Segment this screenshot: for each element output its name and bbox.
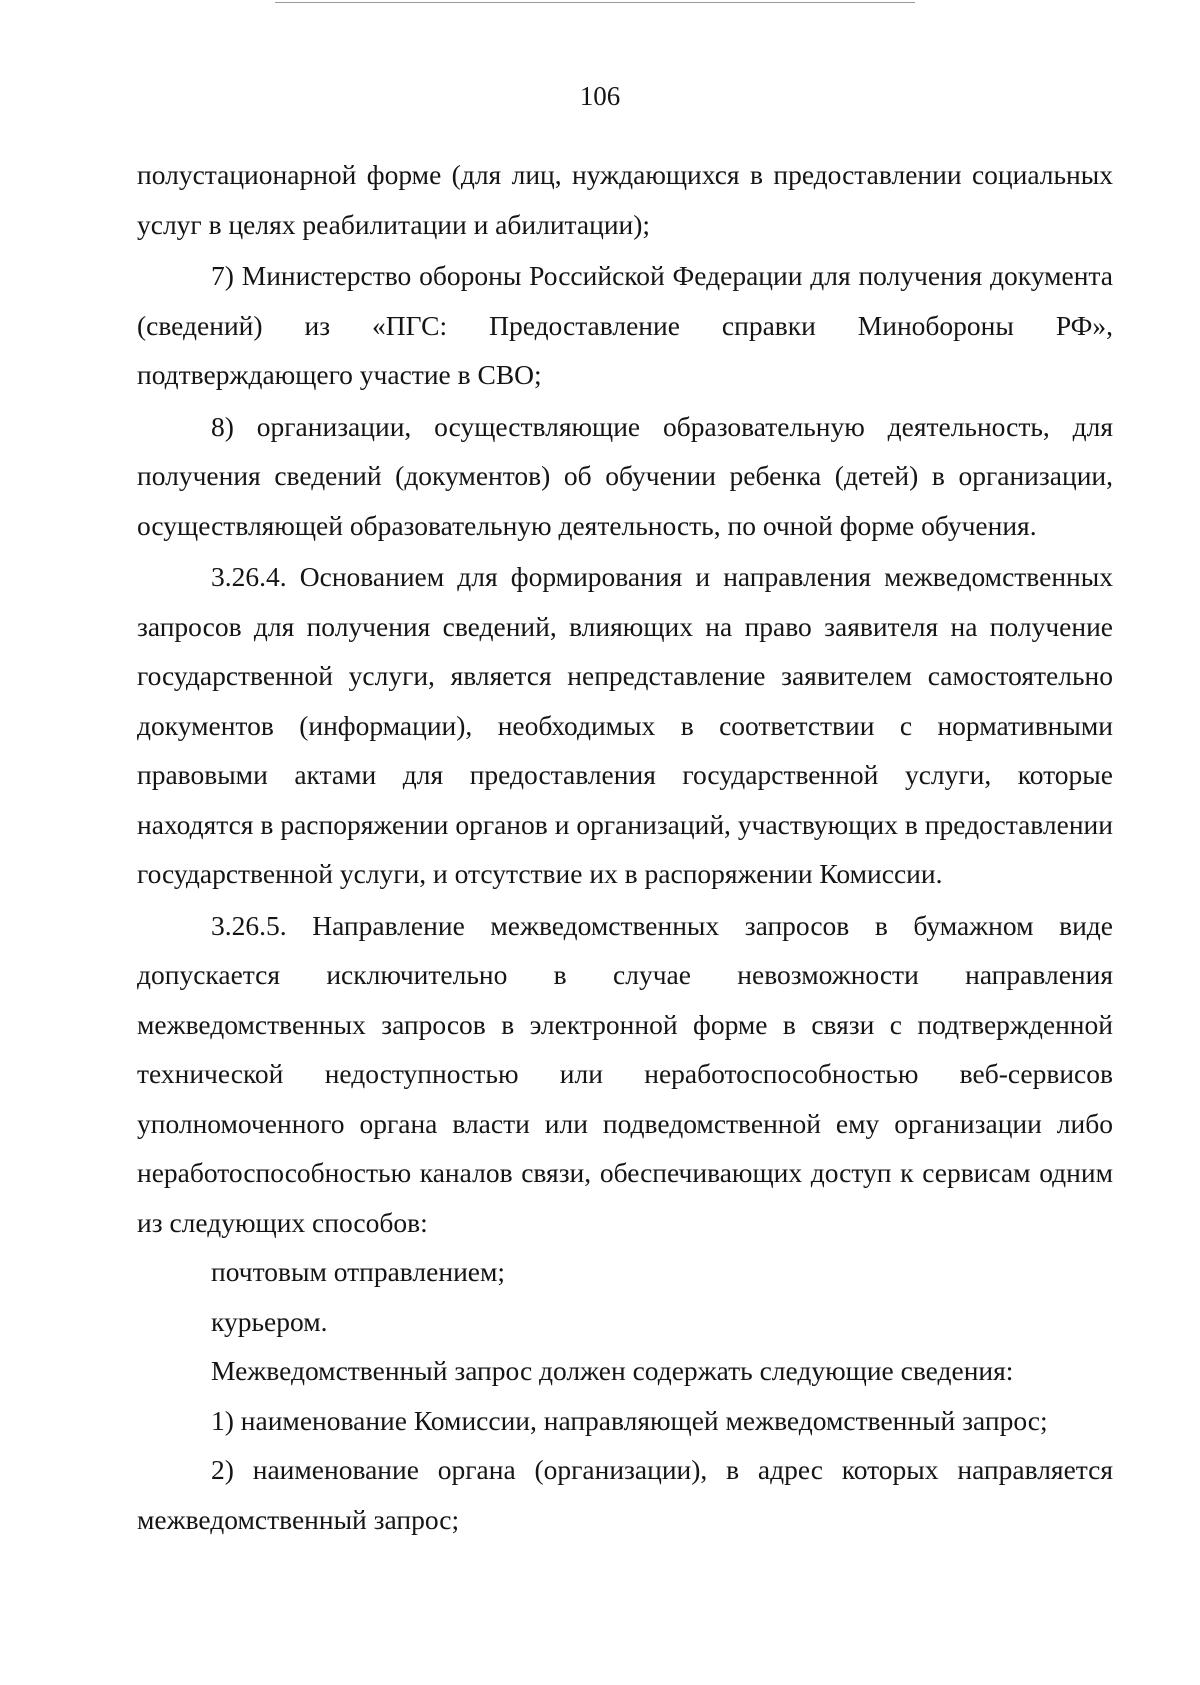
- top-scan-rule: [275, 2, 915, 3]
- document-body: [137, 150, 1113, 1544]
- paragraph-item-7: 7) Министерство обороны Российской Федерации для получения документа (сведений) из «ПГС: Предоставление справки Минобороны РФ», подтверждающего участие в СВО;: [137, 260, 1113, 390]
- page-number: 106: [579, 81, 621, 111]
- paragraph-method-post: почтовым отправлением;: [211, 1256, 506, 1287]
- paragraph-continuation: полустационарной форме (для лиц, нуждающихся в предоставлении социальных услуг в целях реабилитации и абилитации);: [137, 159, 1113, 240]
- paragraph-3-26-5: 3.26.5. Направление межведомственных запросов в бумажном виде допускается исключительно в случае невозможности направления межведомственных запросов в электронной форме в связи с подтвержденной технической недоступностью или неработоспособностью веб-сервисов уполномоченного органа власти или подведомственной ему организации либо неработоспособностью каналов связи, обеспечивающих доступ к сервисам одним из следующих способов:: [137, 909, 1113, 1238]
- paragraph-item-8: 8) организации, осуществляющие образовательную деятельность, для получения сведений (документов) об обучении ребенка (детей) в организации, осуществляющей образовательную деятельность, по очной форме обучения.: [137, 410, 1113, 541]
- paragraph-request-contents: Межведомственный запрос должен содержать следующие сведения:: [211, 1355, 1014, 1386]
- paragraph-3-26-4: 3.26.4. Основанием для формирования и направления межведомственных запросов для получения сведений, влияющих на право заявителя на получение государственной услуги, является непредставление заявителем самостоятельно документов (информации), необходимых в соответствии с нормативными правовыми актами для предоставления государственной услуги, которые находятся в распоряжении органов и организаций, участвующих в предоставлении государственной услуги, и отсутствие их в распоряжении Комиссии.: [137, 561, 1113, 889]
- paragraph-contents-item-2: 2) наименование органа (организации), в адрес которых направляется межведомственный запрос;: [137, 1454, 1113, 1535]
- paragraph-method-courier: курьером.: [211, 1305, 328, 1337]
- paragraph-contents-item-1: 1) наименование Комиссии, направляющей межведомственный запрос;: [211, 1404, 1048, 1436]
